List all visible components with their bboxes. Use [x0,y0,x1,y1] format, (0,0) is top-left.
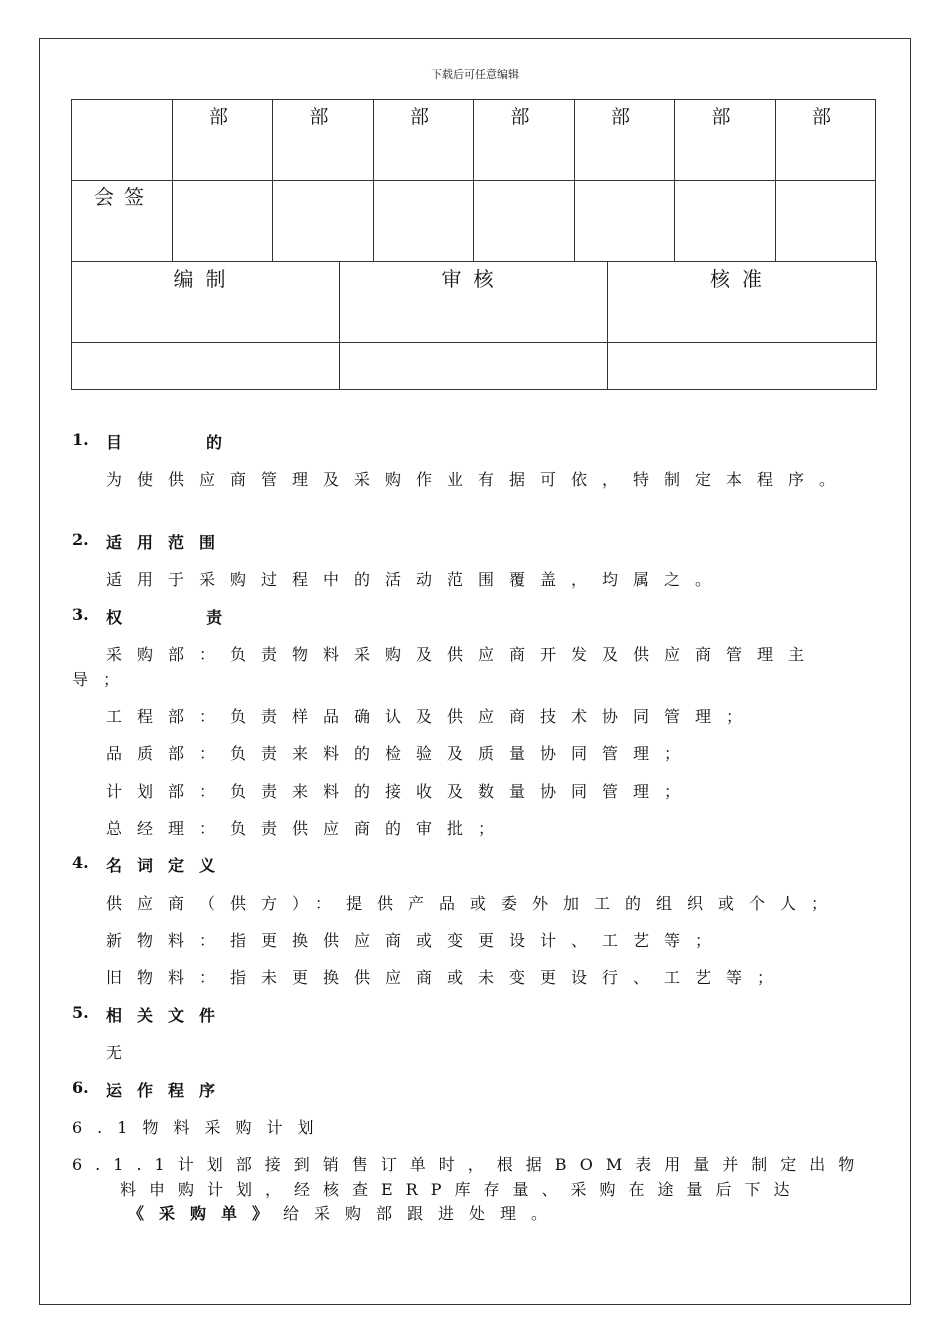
clause-6-1-1-line-2: 料申购计划，经核查ERP库存量、采购在途量后下达 [120,1180,803,1199]
approval-table [71,261,877,390]
subsection-6-1: 6.1物料采购计划 [72,1118,329,1137]
dept-cell[interactable]: 部 [675,100,776,181]
header-note: 下载后可任意编辑 [431,68,519,81]
responsibility-engineering: 工程部：负责样品确认及供应商技术协同管理； [106,707,758,726]
approve-sign-cell[interactable] [608,343,877,390]
review-cell: 审核 [340,262,608,343]
dept-cell[interactable]: 部 [575,100,675,181]
section-5-body: 无 [106,1043,123,1062]
signature-cell[interactable] [273,181,374,262]
section-4-number: 4. [72,853,89,872]
responsibility-purchasing-cont: 导； [72,670,135,689]
blank-cell [72,100,173,181]
section-3-number: 3. [72,605,89,624]
section-1-title-b: 的 [206,433,223,452]
section-6-number: 6. [72,1078,89,1097]
signature-cell[interactable] [675,181,776,262]
compile-sign-cell[interactable] [72,343,340,390]
signature-cell[interactable] [374,181,474,262]
dept-cell[interactable]: 部 [776,100,876,181]
definition-old-material: 旧物料：指未更换供应商或未变更设行、工艺等； [106,968,789,987]
clause-6-1-1-line-1: 6.1.1计划部接到销售订单时，根据BOM表用量并制定出物 [72,1155,868,1174]
section-5-title: 相关文件 [106,1006,231,1025]
section-4-title: 名词定义 [106,856,231,875]
responsibility-gm: 总经理：负责供应商的审批； [106,819,510,838]
review-sign-cell[interactable] [340,343,608,390]
section-3-title-a: 权 [106,608,123,627]
responsibility-planning: 计划部：负责来料的接收及数量协同管理； [106,782,696,801]
section-2-number: 2. [72,530,89,549]
dept-cell[interactable]: 部 [374,100,474,181]
section-3-title-b: 责 [206,608,223,627]
section-1-body: 为使供应商管理及采购作业有据可依，特制定本程序。 [106,470,851,489]
section-2-body: 适用于采购过程中的活动范围覆盖，均属之。 [106,570,727,589]
signature-cell[interactable] [776,181,876,262]
purchase-order-doc-name: 《采购单》 [128,1204,284,1223]
dept-cell[interactable]: 部 [173,100,273,181]
countersign-label: 会签 [72,181,173,262]
section-2-title: 适用范围 [106,533,231,552]
signature-cell[interactable] [474,181,575,262]
definition-new-material: 新物料：指更换供应商或变更设计、工艺等； [106,931,727,950]
section-5-number: 5. [72,1003,89,1022]
approve-cell: 核准 [608,262,877,343]
section-6-title: 运作程序 [106,1081,231,1100]
countersign-table [71,99,876,262]
dept-cell[interactable]: 部 [474,100,575,181]
section-1-number: 1. [72,430,89,449]
section-1-title-a: 目 [106,433,123,452]
responsibility-purchasing: 采购部：负责物料采购及供应商开发及供应商管理主 [106,645,820,664]
compile-cell: 编制 [72,262,340,343]
signature-cell[interactable] [575,181,675,262]
responsibility-quality: 品质部：负责来料的检验及质量协同管理； [106,744,696,763]
signature-cell[interactable] [173,181,273,262]
clause-6-1-1-line-3: 给采购部跟进处理。 [283,1204,563,1223]
definition-supplier: 供应商（供方）：提供产品或委外加工的组织或个人； [106,894,843,913]
dept-cell[interactable]: 部 [273,100,374,181]
